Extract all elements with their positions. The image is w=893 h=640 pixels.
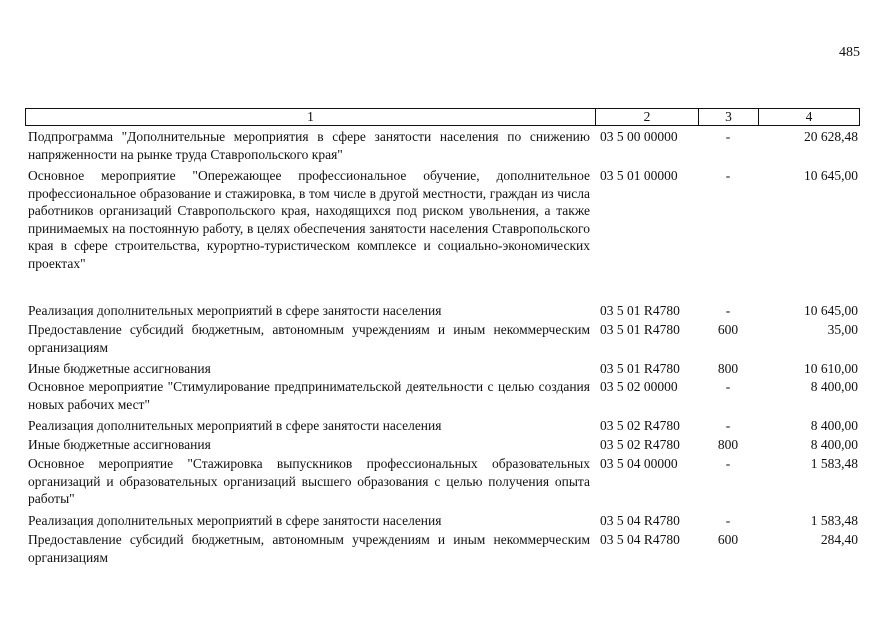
row-type: - <box>725 456 731 471</box>
row-amount: 8 400,00 <box>810 418 858 433</box>
row-code: 03 5 04 R4780 <box>600 532 680 547</box>
row-code: 03 5 02 00000 <box>600 379 678 394</box>
row-type: 800 <box>717 437 739 452</box>
row-name: Основное мероприятие "Стимулирование предпринимательской деятельности с целью создания новых рабочих мест" <box>28 379 590 412</box>
row-code: 03 5 01 R4780 <box>600 361 680 376</box>
row-type: - <box>725 418 731 433</box>
row-amount: 1 583,48 <box>810 456 858 471</box>
row-code: 03 5 04 R4780 <box>600 513 680 528</box>
table-header <box>25 108 860 126</box>
row-code: 03 5 01 R4780 <box>600 303 680 318</box>
row-amount: 10 645,00 <box>804 168 858 183</box>
header-col-4: 4 <box>805 109 813 124</box>
header-col-3: 3 <box>699 109 759 125</box>
row-amount: 284,40 <box>820 532 858 547</box>
row-type: - <box>725 168 731 183</box>
row-amount: 10 645,00 <box>804 303 858 318</box>
row-name: Предоставление субсидий бюджетным, автономным учреждениям и иным некоммерческим организациям <box>28 322 590 355</box>
row-name: Реализация дополнительных мероприятий в сфере занятости населения <box>28 303 442 318</box>
row-type: - <box>725 513 731 528</box>
header-col-2: 2 <box>596 109 699 125</box>
row-amount: 1 583,48 <box>810 513 858 528</box>
row-type: - <box>725 129 731 144</box>
row-amount: 35,00 <box>827 322 858 337</box>
row-code: 03 5 00 00000 <box>600 129 678 144</box>
row-name: Подпрограмма "Дополнительные мероприятия в сфере занятости населения по снижению напряженности на рынке труда Ставропольского края" <box>28 129 590 162</box>
row-name: Иные бюджетные ассигнования <box>28 437 211 452</box>
row-code: 03 5 01 00000 <box>600 168 678 183</box>
row-name: Основное мероприятие "Опережающее профессиональное обучение, дополнительное профессиональное образование и стажировка, в том числе в другой местности, граждан из числа работников организаций Ставропольского края, находящихся под риском увольнения, а также принимаемых на постоянную работу, в целях обеспечения занятости населения Ставропольского края в сфере строительства, курортно-туристическом комплексе и социально-экономических проектах" <box>28 168 590 271</box>
row-name: Предоставление субсидий бюджетным, автономным учреждениям и иным некоммерческим организациям <box>28 532 590 565</box>
row-name: Реализация дополнительных мероприятий в сфере занятости населения <box>28 418 442 433</box>
row-code: 03 5 04 00000 <box>600 456 678 471</box>
row-name: Реализация дополнительных мероприятий в сфере занятости населения <box>28 513 442 528</box>
row-name: Иные бюджетные ассигнования <box>28 361 211 376</box>
row-name: Основное мероприятие "Стажировка выпускников профессиональных образовательных организаций и образовательных организаций высшего образования с целью получения опыта работы" <box>28 456 590 507</box>
row-code: 03 5 02 R4780 <box>600 418 680 433</box>
row-type: 600 <box>717 532 739 547</box>
row-amount: 8 400,00 <box>810 379 858 394</box>
row-type: - <box>725 379 731 394</box>
row-type: - <box>725 303 731 318</box>
row-amount: 8 400,00 <box>810 437 858 452</box>
row-amount: 20 628,48 <box>804 129 858 144</box>
page-number: 485 <box>839 45 860 60</box>
row-code: 03 5 02 R4780 <box>600 437 680 452</box>
row-type: 800 <box>717 361 739 376</box>
row-amount: 10 610,00 <box>804 361 858 376</box>
row-code: 03 5 01 R4780 <box>600 322 680 337</box>
row-type: 600 <box>717 322 739 337</box>
header-col-1: 1 <box>26 109 596 125</box>
